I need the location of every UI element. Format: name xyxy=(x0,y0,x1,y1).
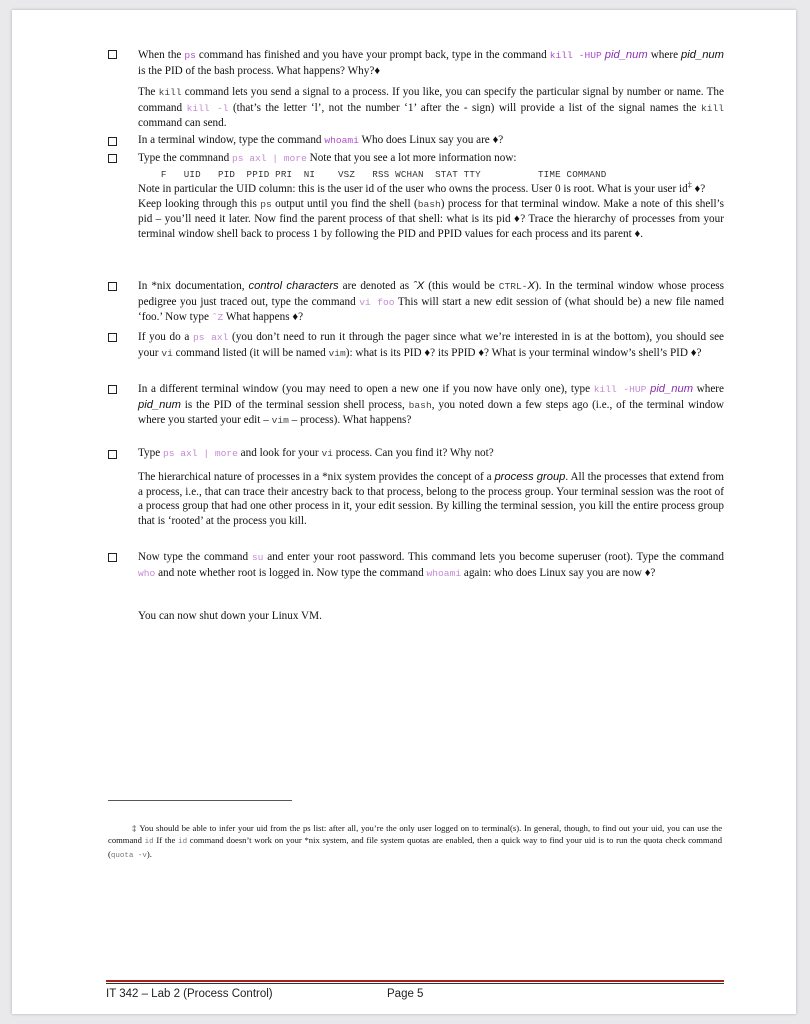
checkbox[interactable] xyxy=(108,282,117,291)
diamond-icon: ♦ xyxy=(634,227,641,240)
dagger-icon: ‡ xyxy=(687,180,692,190)
question-find-vi: Type ps axl | more and look for your vi process. Can you find it? Why not? xyxy=(138,447,494,459)
page-number: Page 5 xyxy=(387,988,424,1000)
question-ps-axl: Type the commnand ps axl | more Note that you see a lot more information now: F UID PID PPID PRI NI VSZ RSS WCHAN STAT TTY TIME COMMAND Note in particular the UID column: this is the user id of the user who owns the process. User 0 is root. What is your user id‡ ♦? Keep looking through this ps output until you find the shell (bash) process for that terminal window. Make a note of this shell’s pid – you’ll need it later. Now find the parent process of that shell: what is its pid ♦? Trace the hierarchy of processes from your terminal window shell back to process 1 by following the PID and PPID values for each process and its parent ♦. xyxy=(138,152,725,240)
diamond-icon: ♦ xyxy=(478,346,485,359)
diamond-icon: ♦ xyxy=(492,134,499,146)
footer-rule xyxy=(106,980,724,982)
code-ps: ps xyxy=(184,50,196,61)
diamond-icon: ♦ xyxy=(374,64,381,77)
checkbox[interactable] xyxy=(108,50,117,59)
checkbox[interactable] xyxy=(108,154,117,163)
diamond-icon: ♦ xyxy=(644,566,651,579)
question-kill-hup: When the ps command has finished and you have your prompt back, type in the command kill -HUP pid_num where pid_num is the PID of the bash process. What happens? Why?♦ xyxy=(138,49,724,77)
question-vi-pid: If you do a ps axl (you don’t need to run it through the pager since what we’re interested in is at the bottom), you should see your vi command listed (it will be named vim): what is its PID ♦? its PPID ♦? What is your terminal window’s shell’s PID ♦? xyxy=(138,331,724,359)
diamond-icon: ♦ xyxy=(694,183,701,195)
checkbox[interactable] xyxy=(108,553,117,562)
diamond-icon: ♦ xyxy=(424,346,431,359)
question-superuser: Now type the command su and enter your root password. This command lets you become superuser (root). Type the command who and note whether root is logged in. Now type the command whoami again: who does Linux say you are now ♦? xyxy=(138,551,724,579)
question-kill-shell: In a different terminal window (you may need to open a new one if you now have only one), type kill -HUP pid_num where pid_num is the PID of the terminal session shell process, bash, you noted down a few steps ago (i.e., of the terminal window where you started your edit – vim – process). What happens? xyxy=(138,383,724,426)
footnote-separator xyxy=(108,800,292,801)
footer-course: IT 342 – Lab 2 (Process Control) xyxy=(106,988,273,1000)
diamond-icon: ♦ xyxy=(690,346,697,359)
checkbox[interactable] xyxy=(108,385,117,394)
checkbox[interactable] xyxy=(108,450,117,459)
checkbox[interactable] xyxy=(108,137,117,146)
paragraph-shutdown: You can now shut down your Linux VM. xyxy=(138,610,322,622)
footnote: ‡ You should be able to infer your uid from the ps list: after all, you’re the only user logged on to terminal(s). In general, though, to find out your uid, you can use the command id If the id command doesn’t work on your *nix system, and file system quotas are enabled, then a quick way to find your uid is to run the quota check command (quota -v). xyxy=(108,823,723,860)
paragraph-kill: The kill command lets you send a signal to a process. If you like, you can specify the particular signal by number or name. The command kill -l (that’s the letter ‘l’, not the number ‘1’ after the - sign) will provide a list of the signal names the kill command can send. xyxy=(138,86,724,129)
code-kill-hup: kill -HUP xyxy=(549,50,602,61)
footer-rule-thin xyxy=(106,983,724,984)
ps-header-row: F UID PID PPID PRI NI VSZ RSS WCHAN STAT TTY TIME COMMAND xyxy=(138,168,607,180)
checkbox[interactable] xyxy=(108,333,117,342)
document-page xyxy=(12,10,796,1014)
dagger-icon: ‡ xyxy=(132,823,137,833)
diamond-icon: ♦ xyxy=(513,213,521,225)
question-whoami: In a terminal window, type the command whoami Who does Linux say you are ♦? xyxy=(138,134,504,146)
paragraph-process-group: The hierarchical nature of processes in a *nix system provides the concept of a process group. All the processes that extend from a process, i.e., that can trace their ancestry back to that process, belong to the process group. Your terminal session was the root of a process group that had one other process in it, your edit session. By killing the terminal session, you kill the entire process group that is ‘rooted’ at the process you kill. xyxy=(138,471,724,527)
question-control-characters: In *nix documentation, control characters are denoted as ˆX (this would be CTRL-X). In the terminal window whose process pedigree you just traced out, type the command vi foo This will start a new edit session of (what should be) a new file named ‘foo.’ Now type ˆZ What happens ♦? xyxy=(138,280,724,323)
diamond-icon: ♦ xyxy=(292,311,299,323)
